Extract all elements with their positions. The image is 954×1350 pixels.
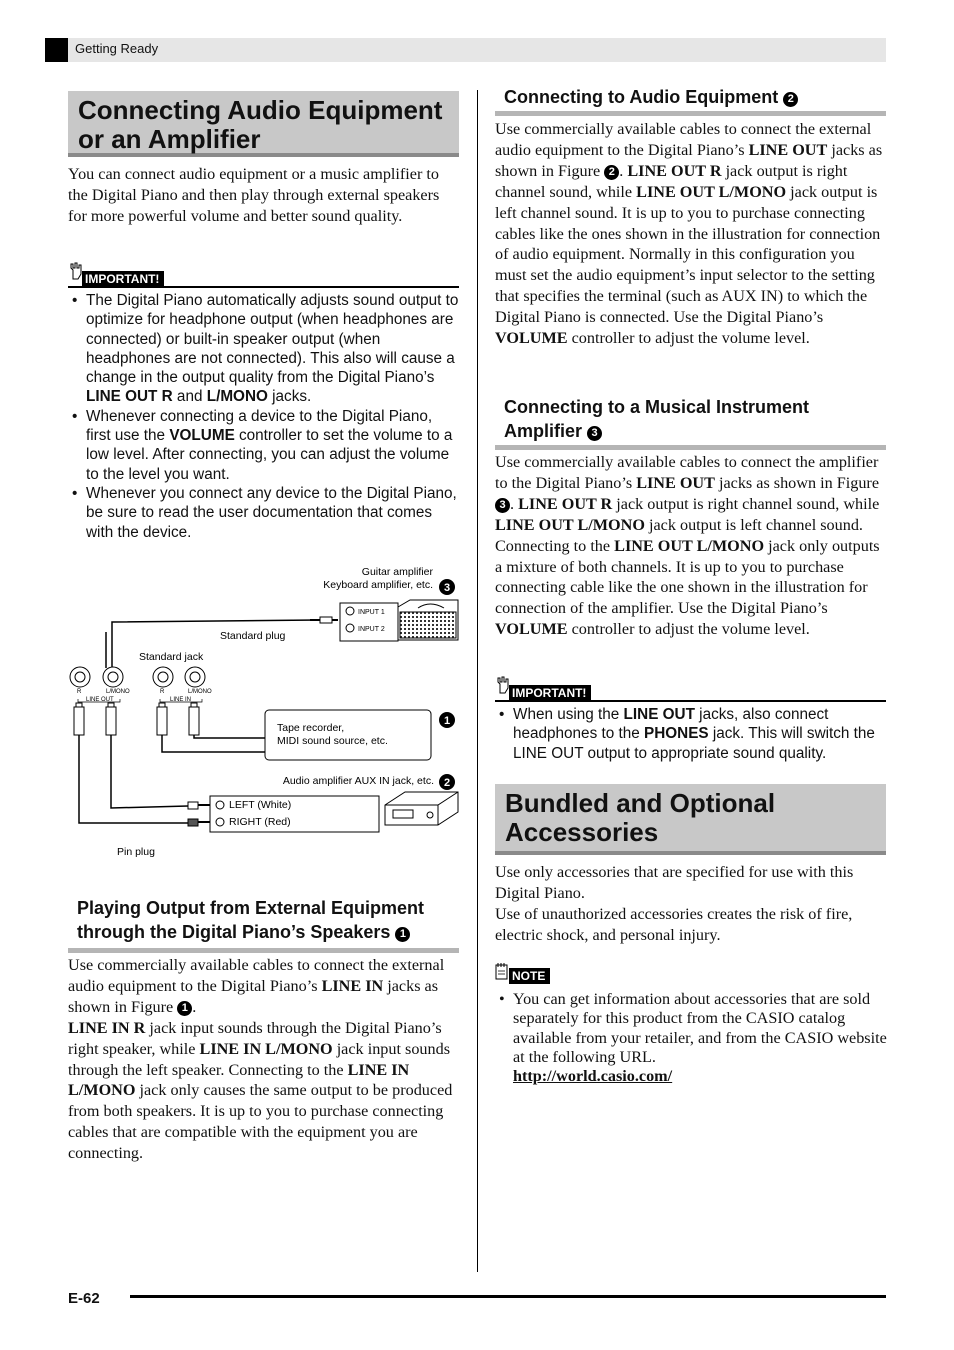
audio-equipment-body: Use commercially available cables to connect the external audio equipment to the Digital Piano’s LINE OUT jacks as shown in Figure 2 . LINE OUT R jack output is right channel sound, while LINE OUT L/MONO jack output is left channel sound. It is up to you to purchase connecting cables like the ones shown in the illustration for connection of audio equipment. Normally in this configuration you must set the audio equipment’s input selector to the setting that specifies the terminal (such as AUX IN) to which the Digital Piano is connected. Use the Digital Piano’s VOLUME controller to adjust the volume level. (495, 120, 883, 348)
section-rule (495, 445, 886, 450)
svg-text:2: 2 (443, 777, 451, 789)
svg-text:INPUT 2: INPUT 2 (358, 626, 385, 633)
important-list (68, 291, 460, 542)
header-bar (45, 38, 886, 62)
instrument-amp-title: Connecting to a Musical Instrument Amplifier 3 (504, 397, 810, 441)
note-header (495, 965, 555, 987)
instrument-amp-body: Use commercially available cables to connect the amplifier to the Digital Piano’s LINE OUT jacks as shown in Figure 3 . LINE OUT R jack output is right channel sound, while LINE OUT L/MONO jack output is left channel sound. Connecting to the LINE OUT L/MONO jack only outputs a mixture of both channels. It is up to you to purchase connecting cable like the one shown in the illustration for connection of the amplifier. Use the Digital Piano’s VOLUME controller to adjust the volume level. (495, 453, 880, 639)
paragraph: Use of unauthorized accessories creates the risk of fire, electric shock, and personal injury. (495, 904, 853, 944)
guitar-amplifier (398, 600, 458, 640)
list-item: • The Digital Piano automatically adjusts sound output to optimize for headphone output (when headphones are connected) or built-in speaker output (when headphones are not connected). This also will cause a change in the output quality from the Digital Piano’s LINE OUT R and L/MONO jacks. (68, 291, 460, 407)
svg-text:L/MONO: L/MONO (106, 689, 130, 695)
svg-text:INPUT 1: INPUT 1 (358, 609, 385, 616)
standard-plug (320, 617, 332, 623)
svg-text:MIDI sound source, etc.: MIDI sound source, etc. (277, 735, 388, 747)
header-marker (45, 38, 68, 62)
pin-plugs (188, 802, 210, 826)
footer-rule (130, 1295, 886, 1298)
main-title-box (68, 91, 459, 157)
svg-text:LINE OUT: LINE OUT (86, 697, 114, 703)
connection-diagram (60, 560, 465, 865)
svg-text:RIGHT (Red): RIGHT (Red) (229, 816, 291, 828)
keyboard-amp-label: Keyboard amplifier, etc. (323, 579, 433, 591)
playing-output-body (68, 955, 460, 1164)
aux-label: Audio amplifier AUX IN jack, etc. (282, 775, 434, 787)
column-divider (477, 90, 478, 1272)
svg-text:LINE IN: LINE IN (170, 697, 192, 703)
svg-text:R: R (77, 689, 82, 695)
svg-text:LEFT (White): LEFT (White) (229, 799, 292, 811)
important-badge: IMPORTANT! (82, 271, 164, 287)
pin-plug-label: Pin plug (117, 846, 155, 858)
playing-output-section (68, 896, 459, 953)
section-label: Getting Ready (75, 41, 159, 56)
guitar-amp-label: Guitar amplifier (361, 566, 433, 578)
important-badge: IMPORTANT! (509, 685, 591, 701)
list-item: • Whenever connecting a device to the Digital Piano, first use the VOLUME controller to set the volume to a low level. After connecting, you can adjust the volume to the level you want. (68, 407, 460, 484)
svg-text:3: 3 (443, 582, 451, 594)
section-rule (495, 111, 886, 116)
line-in-jacks (153, 667, 212, 703)
section-rule (68, 948, 459, 953)
important-rule (68, 286, 459, 288)
hand-icon (495, 676, 509, 694)
note-icon (495, 962, 509, 980)
important-list (495, 705, 887, 763)
list-item: • When using the LINE OUT jacks, also connect headphones to the PHONES jack. This will switch the LINE OUT output to appropriate sound quality. (495, 705, 887, 763)
paragraph: Use commercially available cables to connect the external audio equipment to the Digital Piano’s LINE IN jacks as shown in Figure 1 . (68, 956, 445, 1016)
important-rule (495, 700, 886, 702)
line-out-jacks (70, 667, 130, 703)
instrument-amp-section (495, 395, 886, 450)
svg-text:1: 1 (443, 715, 451, 727)
list-item: • You can get information about accessories that are sold separately for this product from the CASIO catalog available from your retailer, and from the CASIO website at the following URL. http://world.casio.com/ (495, 990, 887, 1086)
note-list (495, 990, 887, 1086)
svg-text:L/MONO: L/MONO (188, 689, 212, 695)
audio-equipment-section (495, 85, 886, 116)
svg-text:R: R (160, 689, 165, 695)
accessories-title: Bundled and Optional Accessories (505, 788, 776, 847)
important-header (68, 266, 459, 288)
standard-jack-label: Standard jack (139, 651, 204, 663)
intro-paragraph: You can connect audio equipment or a music amplifier to the Digital Piano and then play through external speakers for more powerful volume and better sound quality. (68, 165, 440, 225)
main-title: Connecting Audio Equipment or an Amplifier (78, 95, 443, 154)
page-number: E-62 (68, 1290, 100, 1307)
playing-output-title: Playing Output from External Equipment through the Digital Piano’s Speakers 1 (77, 898, 425, 942)
standard-plug-label: Standard plug (220, 630, 286, 642)
note-badge: NOTE (509, 968, 550, 984)
svg-text:Tape recorder,: Tape recorder, (277, 722, 345, 734)
audio-equipment-title: Connecting to Audio Equipment 2 (495, 85, 886, 109)
accessories-body (495, 862, 887, 946)
audio-amplifier (385, 792, 458, 825)
paragraph: Use only accessories that are specified for use with this Digital Piano. (495, 863, 854, 902)
important-header (495, 680, 886, 702)
paragraph: LINE IN R jack input sounds through the Digital Piano’s right speaker, while LINE IN L/MONO jack input sounds through the left speaker. Connecting to the LINE IN L/MONO jack only causes the same output to be produced from both speakers. It is up to you to purchase connecting cables that are compatible with the equipment you are connecting. (68, 1018, 453, 1163)
list-item: • Whenever you connect any device to the Digital Piano, be sure to read the user documentation that comes with the device. (68, 484, 460, 542)
casio-url-link[interactable]: http://world.casio.com/ (513, 1067, 673, 1086)
accessories-title-box (495, 784, 886, 855)
hand-icon (68, 262, 82, 280)
